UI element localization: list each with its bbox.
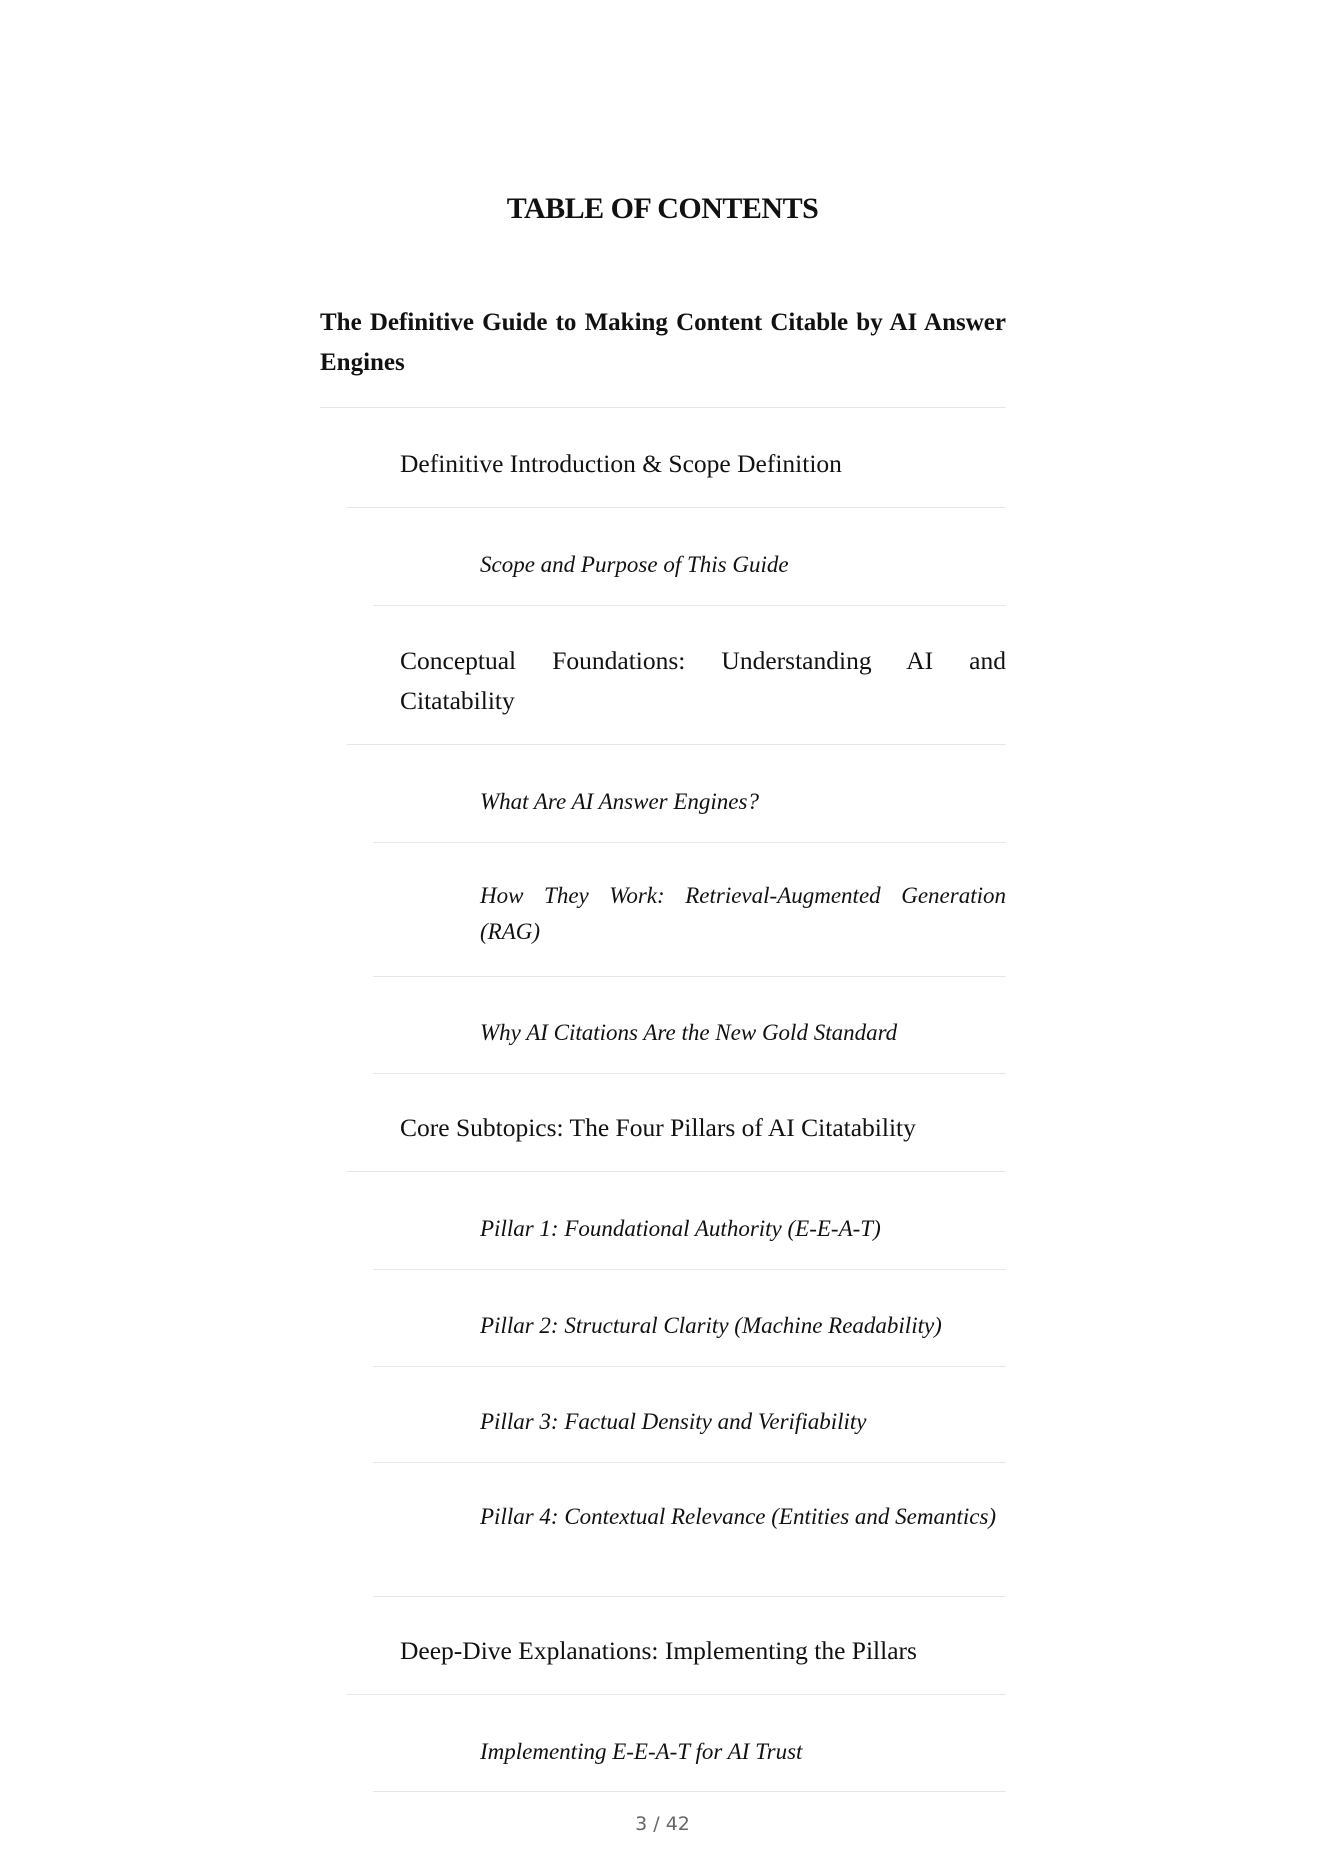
toc-entry-scope-purpose[interactable] (480, 547, 1006, 583)
toc-entry-guide-title[interactable] (320, 303, 1006, 383)
toc-divider (373, 605, 1006, 606)
toc-divider (373, 976, 1006, 977)
toc-divider (347, 1694, 1006, 1695)
toc-entry-text: Why AI Citations Are the New Gold Standard (480, 1020, 898, 1045)
toc-divider (347, 507, 1006, 508)
toc-divider (373, 1596, 1006, 1597)
toc-divider (373, 1073, 1006, 1074)
toc-entry-implementing-eeat[interactable] (480, 1734, 1006, 1770)
toc-entry-text: Scope and Purpose of This Guide (480, 552, 789, 577)
toc-entry-pillar-4[interactable] (480, 1499, 1006, 1535)
toc-entry-conceptual-foundations[interactable] (400, 641, 1006, 721)
toc-divider (373, 1791, 1006, 1792)
toc-entry-text: The Definitive Guide to Making Content Citable by AI Answer Engines (320, 309, 1006, 376)
toc-entry-text: Definitive Introduction & Scope Definition (400, 449, 842, 478)
toc-entry-text: Pillar 3: Factual Density and Verifiability (480, 1409, 867, 1434)
toc-entry-text: Deep-Dive Explanations: Implementing the Pillars (400, 1636, 917, 1665)
toc-title: TABLE OF CONTENTS (506, 192, 819, 225)
toc-entry-pillar-2[interactable] (480, 1308, 1006, 1344)
toc-entry-deep-dive[interactable] (400, 1631, 1006, 1671)
toc-entry-introduction[interactable] (400, 444, 1006, 484)
toc-entry-pillar-3[interactable] (480, 1404, 1006, 1440)
toc-entry-gold-standard[interactable] (480, 1015, 1006, 1051)
toc-entry-ai-answer-engines[interactable] (480, 784, 1006, 820)
toc-entry-text: Pillar 1: Foundational Authority (E-E-A-T) (480, 1216, 881, 1241)
toc-entry-text: Conceptual Foundations: Understanding AI and Citatability (400, 646, 1006, 715)
toc-divider (347, 1171, 1006, 1172)
page-number: 3 / 42 (635, 1813, 690, 1835)
toc-entry-four-pillars[interactable] (400, 1108, 1006, 1148)
toc-entry-pillar-1[interactable] (480, 1211, 1006, 1247)
toc-entry-rag[interactable] (480, 878, 1006, 950)
toc-divider (320, 407, 1006, 408)
toc-divider (373, 1462, 1006, 1463)
toc-entry-text: What Are AI Answer Engines? (480, 789, 759, 814)
toc-entry-text: Core Subtopics: The Four Pillars of AI Citatability (400, 1113, 916, 1142)
toc-divider (373, 1269, 1006, 1270)
toc-divider (347, 744, 1006, 745)
toc-entry-text: Implementing E-E-A-T for AI Trust (480, 1739, 803, 1764)
toc-entry-text: Pillar 4: Contextual Relevance (Entities and Semantics) (480, 1504, 997, 1529)
toc-entry-text: How They Work: Retrieval-Augmented Generation (RAG) (480, 883, 1006, 944)
toc-divider (373, 842, 1006, 843)
toc-divider (373, 1366, 1006, 1367)
toc-entry-text: Pillar 2: Structural Clarity (Machine Readability) (480, 1313, 942, 1338)
